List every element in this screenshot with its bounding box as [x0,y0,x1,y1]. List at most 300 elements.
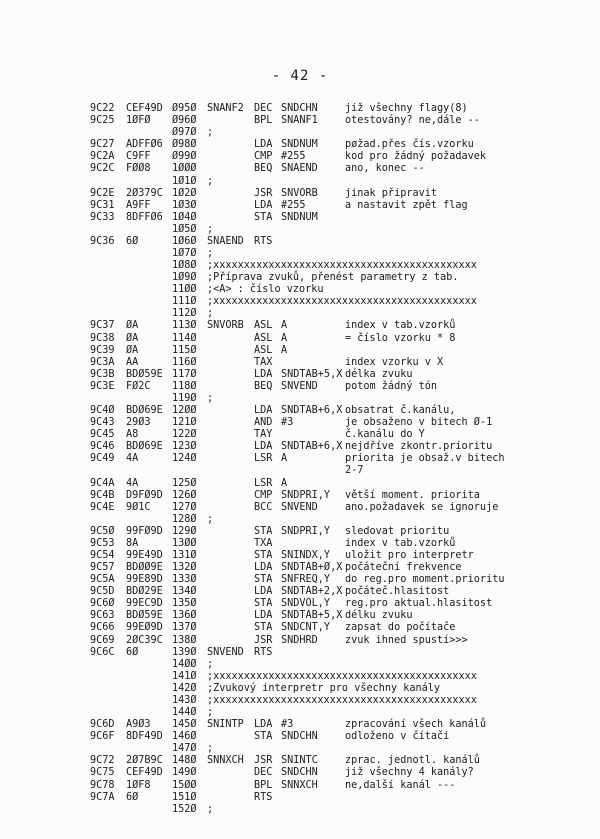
machine-code: FØ2C [126,380,151,392]
line-number: 1Ø7Ø [172,248,197,259]
comment: obsatrat č.kanálu, [345,405,456,416]
machine-code: 99E89D [126,574,163,586]
opcode: BPL [254,115,273,127]
label: SNNXCH [207,755,244,767]
line-number: 13ØØ [172,537,197,549]
opcode: TAY [254,429,273,441]
opcode: LSR [254,453,273,465]
listing-line [0,405,600,417]
listing-line [0,598,600,610]
listing-line [0,574,600,586]
machine-code: 8A [126,537,139,549]
opcode: LDA [254,586,273,598]
comment: index vzorku v X [345,356,444,368]
comment: nejdříve zkontr.prioritu [345,441,493,453]
line-number: 117Ø [172,368,197,380]
address: 9C3A [90,356,115,368]
operand: SNDTAB+Ø,X [281,562,343,573]
line-number: 151Ø [172,791,197,803]
comment: otestovány? ne,dále -- [345,115,480,127]
listing-line [0,369,600,381]
opcode: BPL [254,779,273,791]
machine-code: ØA [126,332,139,344]
label: ; [207,513,214,525]
address: 9C36 [90,235,115,247]
address: 9C2E [90,187,115,199]
listing-line [0,767,600,779]
label: SNAEND [207,235,244,247]
machine-code: D9FØ9D [126,489,163,501]
label: ; [207,223,214,235]
listing-line [0,562,600,574]
comment: zpracování všech kanálů [345,719,487,731]
opcode: LDA [254,441,273,453]
operand: SNDCNT,Y [281,622,331,634]
line-number: 111Ø [172,296,197,308]
listing-line [0,333,600,345]
address: 9C3B [90,368,115,380]
machine-code: ØA [126,344,139,356]
machine-code: BDØ59E [126,610,163,622]
comment: č.kanálu do Y [345,429,425,441]
opcode: TAX [254,356,273,368]
comment-block: ;xxxxxxxxxxxxxxxxxxxxxxxxxxxxxxxxxxxxxxxxxxx [207,296,477,308]
address: 9C66 [90,622,115,634]
address: 9C78 [90,779,115,791]
machine-code: 2ØC39C [126,634,163,646]
line-number: 139Ø [172,646,197,658]
listing-line [0,284,600,296]
machine-code: 1ØFØ [126,115,151,127]
line-number: 135Ø [172,598,197,610]
line-number: Ø99Ø [172,151,197,163]
machine-code: 2Ø379C [126,187,163,199]
opcode: RTS [254,646,273,658]
listing-line [0,780,600,792]
operand: A [281,320,288,332]
line-number: 125Ø [172,477,197,489]
comment: již všechny 4 kanály? [345,767,474,779]
line-number: 143Ø [172,694,197,706]
label: ; [207,803,214,815]
address: 9C2C [90,163,115,175]
comment: je obsaženo v bitech Ø-1 [345,417,493,429]
opcode: STA [254,731,273,743]
line-number: 124Ø [172,453,197,465]
line-number: 138Ø [172,634,197,646]
line-number: 149Ø [172,767,197,779]
opcode: STA [254,574,273,586]
operand: SNINTC [281,755,318,767]
listing-line [0,719,600,731]
line-number: Ø96Ø [172,115,197,127]
line-number: Ø98Ø [172,139,197,151]
comment: a nastavit zpět flag [345,199,468,211]
listing-line [0,683,600,695]
operand: SNDTAB+2,X [281,586,343,598]
comment-block: ;Příprava zvuků, přenést parametry z tab. [207,272,459,284]
line-number: 118Ø [172,380,197,392]
listing-line [0,151,600,163]
listing-line [0,320,600,332]
machine-code: A9Ø3 [126,719,151,731]
operand: SNDTAB+5,X [281,368,343,380]
opcode: CMP [254,151,273,163]
listing-line [0,635,600,647]
comment: priorita je obsaž.v bitech [345,453,505,465]
operand: SNDVOL,Y [281,598,331,610]
opcode: AND [254,417,273,429]
opcode: ASL [254,344,273,356]
line-number: 127Ø [172,501,197,513]
address: 9C38 [90,332,115,344]
listing-line [0,743,600,755]
listing-line [0,381,600,393]
operand: SNDPRI,Y [281,525,331,537]
address: 9C5Ø [90,525,115,537]
listing-line [0,526,600,538]
label: SNINTP [207,719,244,731]
label: ; [207,743,214,755]
line-number: 147Ø [172,743,197,755]
listing-line [0,695,600,707]
label: ; [207,248,214,259]
listing-line [0,659,600,671]
line-number: 128Ø [172,513,197,525]
comment: ne,další kanál --- [345,779,456,791]
label: ; [207,127,214,139]
machine-code: ADFFØ6 [126,139,163,151]
listing-line [0,260,600,272]
listing-line [0,792,600,804]
opcode: STA [254,525,273,537]
line-number: 112Ø [172,308,197,320]
line-number: 1Ø9Ø [172,272,197,284]
address: 9C53 [90,537,115,549]
line-number: Ø97Ø [172,127,197,139]
line-number: 1Ø1Ø [172,175,197,187]
machine-code: 1ØF8 [126,779,151,791]
listing-line [0,610,600,622]
operand: A [281,477,288,489]
machine-code: 4A [126,453,139,465]
address: 9C6F [90,731,115,743]
line-number: 148Ø [172,755,197,767]
comment-block: ;xxxxxxxxxxxxxxxxxxxxxxxxxxxxxxxxxxxxxxxxxxx [207,260,477,271]
opcode: LDA [254,139,273,151]
operand: SNDTAB+6,X [281,405,343,416]
machine-code: 6Ø [126,791,139,803]
operand: SNVORB [281,187,318,199]
opcode: RTS [254,235,273,247]
opcode: JSR [254,187,273,199]
machine-code: BDØ29E [126,586,163,598]
line-number: 126Ø [172,489,197,501]
opcode: LSR [254,477,273,489]
operand: A [281,453,288,465]
opcode: STA [254,550,273,561]
comment: počáteční frekvence [345,562,462,573]
comment: zvuk ihned spustí>>> [345,634,468,646]
comment: do reg.pro moment.prioritu [345,574,505,586]
page-number: - 42 - [271,68,329,84]
opcode: STA [254,211,273,223]
operand: SNAEND [281,163,318,175]
opcode: DEC [254,103,273,114]
machine-code: 8DFFØ6 [126,211,163,223]
label: SNVORB [207,320,244,332]
line-number: 122Ø [172,429,197,441]
comment: reg.pro aktual.hlasitost [345,598,493,610]
line-number: 1ØØØ [172,163,197,175]
opcode: STA [254,598,273,610]
opcode: DEC [254,767,273,779]
machine-code: 9Ø1C [126,501,151,513]
machine-code: BDØØ9E [126,562,163,573]
line-number: 113Ø [172,320,197,332]
label: ; [207,392,214,404]
machine-code: FØØ8 [126,163,151,175]
listing-line [0,478,600,490]
operand: SNDCHN [281,731,318,743]
label: ; [207,707,214,718]
comment: délka zvuku [345,368,413,380]
line-number: 1Ø6Ø [172,235,197,247]
listing-line [0,212,600,224]
address: 9C22 [90,103,115,114]
line-number: 146Ø [172,731,197,743]
line-number: 119Ø [172,392,197,404]
address: 9C4B [90,489,115,501]
operand: SNDTAB+5,X [281,610,343,622]
listing-line [0,345,600,357]
machine-code: 6Ø [126,646,139,658]
listing-line [0,163,600,175]
machine-code: ØA [126,320,139,332]
comment: 2-7 [345,465,364,477]
listing-line [0,272,600,284]
comment: již všechny flagy(8) [345,103,468,114]
comment-block: ;xxxxxxxxxxxxxxxxxxxxxxxxxxxxxxxxxxxxxxxxxxx [207,694,477,706]
listing-line [0,453,600,465]
opcode: ASL [254,332,273,344]
operand: A [281,344,288,356]
machine-code: 99FØ9D [126,525,163,537]
address: 9C3E [90,380,115,392]
opcode: CMP [254,489,273,501]
machine-code: BDØ69E [126,405,163,416]
comment: sledovat prioritu [345,525,450,537]
line-number: 14ØØ [172,658,197,670]
opcode: LDA [254,405,273,416]
operand: SNANF1 [281,115,318,127]
operand: SNNXCH [281,779,318,791]
address: 9C5D [90,586,115,598]
comment: index v tab.vzorků [345,320,456,332]
listing-line [0,248,600,260]
opcode: STA [254,622,273,634]
machine-code: BDØ69E [126,441,163,453]
line-number: 1Ø2Ø [172,187,197,199]
machine-code: 99EC9D [126,598,163,610]
listing-line [0,502,600,514]
listing-line [0,224,600,236]
operand: SNDNUM [281,139,318,151]
operand: #3 [281,417,294,429]
line-number: 131Ø [172,550,197,561]
listing-line [0,586,600,598]
label: SNVEND [207,646,244,658]
address: 9C69 [90,634,115,646]
operand: SNDCHN [281,767,318,779]
operand: SNDCHN [281,103,318,114]
address: 9C72 [90,755,115,767]
listing-line [0,429,600,441]
listing-line [0,139,600,151]
line-number: 136Ø [172,610,197,622]
line-number: 144Ø [172,707,197,718]
comment: = číslo vzorku * 8 [345,332,456,344]
line-number: 1Ø5Ø [172,223,197,235]
line-number: 132Ø [172,562,197,573]
opcode: BCC [254,501,273,513]
opcode: BEQ [254,163,273,175]
listing-line [0,538,600,550]
address: 9C33 [90,211,115,223]
operand: A [281,332,288,344]
listing-line [0,731,600,743]
opcode: JSR [254,755,273,767]
machine-code: C9FF [126,151,151,163]
address: 9C25 [90,115,115,127]
comment-block: ;<A> : číslo vzorku [207,284,324,296]
machine-code: BDØ59E [126,368,163,380]
label: ; [207,658,214,670]
operand: SNDNUM [281,211,318,223]
line-number: 137Ø [172,622,197,634]
label: ; [207,308,214,320]
listing-line [0,176,600,188]
comment: ano, konec -- [345,163,425,175]
comment: pøžad.přes čís.vzorku [345,139,474,151]
machine-code: 8DF49D [126,731,163,743]
address: 9C63 [90,610,115,622]
line-number: 11ØØ [172,284,197,296]
comment-block: ;xxxxxxxxxxxxxxxxxxxxxxxxxxxxxxxxxxxxxxxxxxx [207,670,477,682]
address: 9C75 [90,767,115,779]
line-number: 129Ø [172,525,197,537]
machine-code: CEF49D [126,103,163,114]
operand: #3 [281,719,294,731]
listing-line [0,707,600,719]
address: 9C43 [90,417,115,429]
line-number: 121Ø [172,417,197,429]
operand: SNDTAB+6,X [281,441,343,453]
address: 9C4E [90,501,115,513]
address: 9C49 [90,453,115,465]
opcode: TXA [254,537,273,549]
comment: zprac. jednotl. kanálů [345,755,480,767]
machine-code: 29Ø3 [126,417,151,429]
comment: kod pro žádný požadavek [345,151,487,163]
address: 9C27 [90,139,115,151]
line-number: 152Ø [172,803,197,815]
comment: počáteč.hlasitost [345,586,450,598]
address: 9C45 [90,429,115,441]
address: 9C6C [90,646,115,658]
machine-code: A8 [126,429,139,441]
address: 9C31 [90,199,115,211]
line-number: 141Ø [172,670,197,682]
operand: #255 [281,151,306,163]
operand: SNINDX,Y [281,550,331,561]
listing-line [0,296,600,308]
line-number: 133Ø [172,574,197,586]
address: 9C37 [90,320,115,332]
line-number: 1Ø8Ø [172,260,197,271]
comment: uložit pro interpretr [345,550,474,561]
listing-line [0,490,600,502]
address: 9C7A [90,791,115,803]
listing-line [0,755,600,767]
line-number: 114Ø [172,332,197,344]
machine-code: CEF49D [126,767,163,779]
operand: #255 [281,199,306,211]
line-number: 116Ø [172,356,197,368]
listing-line [0,393,600,405]
listing-line [0,188,600,200]
line-number: 115Ø [172,344,197,356]
operand: SNVEND [281,501,318,513]
listing-line [0,115,600,127]
listing-line [0,441,600,453]
line-number: Ø95Ø [172,103,197,114]
label: SNANF2 [207,103,244,114]
listing-line [0,200,600,212]
address: 9C57 [90,562,115,573]
address: 9C2A [90,151,115,163]
listing-line [0,804,600,816]
machine-code: 2Ø7B9C [126,755,163,767]
line-number: 134Ø [172,586,197,598]
comment: index v tab.vzorků [345,537,456,549]
machine-code: A9FF [126,199,151,211]
address: 9C6Ø [90,598,115,610]
machine-code: AA [126,356,139,368]
listing-line [0,671,600,683]
listing-line [0,236,600,248]
line-number: 15ØØ [172,779,197,791]
address: 9C6D [90,719,115,731]
opcode: LDA [254,199,273,211]
machine-code: 6Ø [126,235,139,247]
listing-line [0,465,600,477]
line-number: 1Ø3Ø [172,199,197,211]
comment-block: ;Zvukový interpretr pro všechny kanály [207,682,441,694]
label: ; [207,175,214,187]
opcode: JSR [254,634,273,646]
listing-line [0,550,600,562]
listing-line [0,417,600,429]
operand: SNVEND [281,380,318,392]
listing-line [0,647,600,659]
listing-line [0,622,600,634]
opcode: LDA [254,719,273,731]
line-number: 142Ø [172,682,197,694]
comment: odloženo v čítači [345,731,450,743]
opcode: BEQ [254,380,273,392]
line-number: 12ØØ [172,405,197,416]
